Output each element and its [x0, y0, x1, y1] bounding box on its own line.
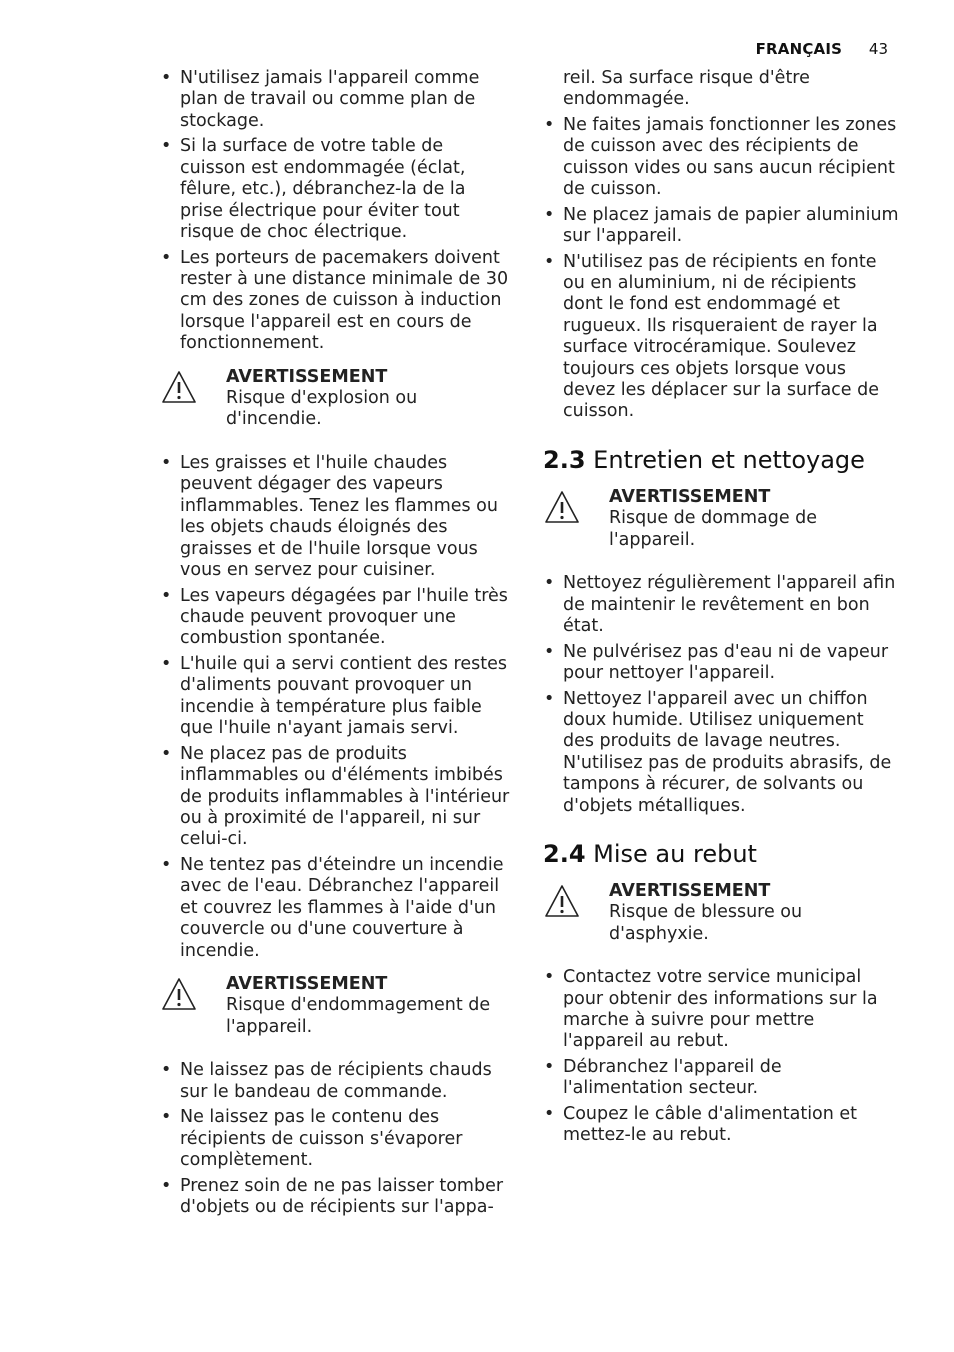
warning-title: AVERTISSEMENT: [226, 366, 388, 387]
warning-triangle-icon: [160, 976, 198, 1018]
list-item: • Si la surface de votre table de cuisson est endommagée (éclat, fêlure, etc.), débranchez-la de la prise électrique pour éviter tout risque de choc électrique.: [160, 136, 512, 243]
continued-text: reil. Sa surface risque d'être endommagée.: [563, 68, 810, 110]
list-item: • Contactez votre service municipal pour obtenir des informations sur la marche à suivre pour mettre l'appareil au rebut.: [543, 967, 899, 1053]
warning-block: [160, 974, 512, 1038]
list-item: • Ne laissez pas le contenu des récipients de cuisson s'évaporer complètement.: [160, 1107, 512, 1171]
section-heading: [543, 445, 899, 475]
list-item: • Prenez soin de ne pas laisser tomber d'objets ou de récipients sur l'appa-: [160, 1176, 512, 1219]
list-item: • Nettoyez régulièrement l'appareil afin de maintenir le revêtement en bon état.: [543, 573, 899, 637]
warning-text: Risque de blessure ou d'asphyxie.: [609, 902, 803, 944]
list-item: • Ne pulvérisez pas d'eau ni de vapeur pour nettoyer l'appareil.: [543, 642, 899, 685]
section-number: 2.4: [543, 839, 586, 868]
section-title: Entretien et nettoyage: [593, 445, 865, 474]
list-item: • N'utilisez pas de récipients en fonte ou en aluminium, ni de récipients dont le fond est endommagé et rugueux. Ils risqueraient de rayer la surface vitrocéramique. Soulevez toujours ces objets lorsque vous devez les déplacer sur la surface de cuisson.: [543, 252, 899, 423]
warning-text: Risque de dommage de l'appareil.: [609, 508, 818, 550]
bullet-list: [160, 1060, 512, 1218]
bullet-list: [160, 453, 512, 962]
list-item: • Les vapeurs dégagées par l'huile très chaude peuvent provoquer une combustion spontanée.: [160, 586, 512, 650]
list-item: • L'huile qui a servi contient des restes d'aliments pouvant provoquer un incendie à température plus faible que l'huile n'ayant jamais servi.: [160, 654, 512, 740]
warning-title: AVERTISSEMENT: [609, 486, 771, 507]
warning-triangle-icon: [543, 489, 581, 531]
list-item: • Ne placez pas de produits inflammables ou d'éléments imbibés de produits inflammables à l'intérieur ou à proximité de l'appareil, ni sur celui-ci.: [160, 744, 512, 851]
warning-title: AVERTISSEMENT: [609, 880, 771, 901]
list-item: • Les graisses et l'huile chaudes peuvent dégager des vapeurs inflammables. Tenez les flammes ou les objets chauds éloignés des graisses et de l'huile lorsque vous vous en servez pour cuisiner.: [160, 453, 512, 581]
warning-text: Risque d'explosion ou d'incendie.: [226, 388, 418, 430]
page-number: 43: [868, 40, 888, 58]
list-item: • Ne tentez pas d'éteindre un incendie avec de l'eau. Débranchez l'appareil et couvrez les flammes à l'aide d'un couvercle ou d'une couverture à incendie.: [160, 855, 512, 962]
list-item: • Ne laissez pas de récipients chauds sur le bandeau de commande.: [160, 1060, 512, 1103]
warning-block: [543, 881, 899, 945]
warning-title: AVERTISSEMENT: [226, 973, 388, 994]
list-item: • Ne faites jamais fonctionner les zones de cuisson avec des récipients de cuisson vides ou sans aucun récipient de cuisson.: [543, 115, 899, 201]
page-header: [756, 40, 888, 58]
language-label: FRANÇAIS: [755, 40, 843, 58]
right-column: [543, 68, 899, 1151]
warning-block: [160, 367, 512, 431]
section-number: 2.3: [543, 445, 586, 474]
warning-text: Risque d'endommagement de l'appareil.: [226, 995, 491, 1037]
section-title: Mise au rebut: [593, 839, 757, 868]
bullet-list: [543, 115, 899, 423]
left-column: [160, 68, 512, 1223]
list-item: • Nettoyez l'appareil avec un chiffon doux humide. Utilisez uniquement des produits de lavage neutres. N'utilisez pas de produits abrasifs, de tampons à récurer, de solvants ou d'objets métalliques.: [543, 689, 899, 817]
list-item: • Ne placez jamais de papier aluminium sur l'appareil.: [543, 205, 899, 248]
warning-block: [543, 487, 899, 551]
warning-triangle-icon: [160, 369, 198, 411]
list-item: • Coupez le câble d'alimentation et mettez-le au rebut.: [543, 1104, 899, 1147]
bullet-list: [543, 573, 899, 817]
list-item: • N'utilisez jamais l'appareil comme plan de travail ou comme plan de stockage.: [160, 68, 512, 132]
warning-triangle-icon: [543, 883, 581, 925]
bullet-list: [543, 967, 899, 1147]
bullet-list: [160, 68, 512, 355]
list-item: • Débranchez l'appareil de l'alimentation secteur.: [543, 1057, 899, 1100]
list-item: • Les porteurs de pacemakers doivent rester à une distance minimale de 30 cm des zones de cuisson à induction lorsque l'appareil est en cours de fonctionnement.: [160, 248, 512, 355]
section-heading: [543, 839, 899, 869]
